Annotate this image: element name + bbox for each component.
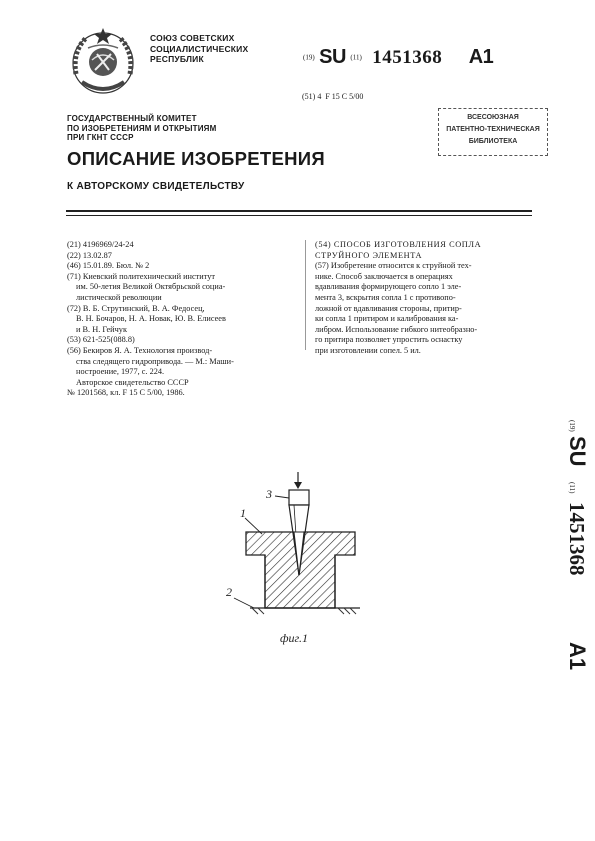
invention-title: (54) СПОСОБ ИЗГОТОВЛЕНИЯ СОПЛА СТРУЙНОГО ЭЛЕМЕНТА: [315, 240, 482, 260]
patent-number-line: [303, 46, 493, 69]
state-emblem-icon: [62, 22, 144, 104]
library-stamp: ВСЕСОЮЗНАЯ ПАТЕНТНО-ТЕХНИЧЕСКАЯ БИБЛИОТЕКА: [438, 108, 548, 156]
country-code: SU: [319, 46, 346, 68]
code-19: (19): [303, 53, 315, 62]
ipc-code: (51) 4: [302, 92, 322, 101]
vertical-patent-number: 1451368: [565, 502, 589, 576]
vertical-code-11: (11): [568, 482, 576, 494]
committee-name: ГОСУДАРСТВЕННЫЙ КОМИТЕТ ПО ИЗОБРЕТЕНИЯМ И ОТКРЫТИЯМ ПРИ ГКНТ СССР: [67, 114, 217, 142]
vertical-kind: A1: [565, 642, 590, 671]
column-divider: [305, 240, 306, 350]
vertical-code-19: (19): [568, 420, 576, 432]
figure-1: [210, 460, 390, 655]
divider-top: [66, 210, 532, 212]
base-hatching: [252, 608, 356, 614]
document-title: ОПИСАНИЕ ИЗОБРЕТЕНИЯ: [67, 148, 325, 169]
divider-bottom: [66, 215, 532, 216]
vertical-country: SU: [565, 436, 590, 467]
label-2: 2: [226, 585, 232, 599]
figure-caption: фиг.1: [280, 631, 309, 645]
force-arrow-head: [294, 482, 302, 489]
label-1: 1: [240, 506, 246, 520]
abstract-text: (57) Изобретение относится к струйной тех- нике. Способ заключается в операциях вдавливания формирующего сопло 1 эле- мента 3, вскрытия сопла 1 с противопо- ложной от вдавливания стороны, притир- ки сопла 1 притиром и калибрования ка- либром. Использование гибкого нитеобразно- го притира позволяет упростить оснастку при изготовлении сопел. 5 ил.: [315, 261, 478, 355]
ipc-value: F 15 C 5/00: [325, 92, 364, 101]
abstract-column: [315, 240, 535, 357]
union-name: СОЮЗ СОВЕТСКИХ СОЦИАЛИСТИЧЕСКИХ РЕСПУБЛИК: [150, 33, 249, 64]
bibliographic-data: (21) 4196969/24-24 (22) 13.02.87 (46) 15.01.89. Бюл. № 2 (71) Киевский политехнический институт им. 50-летия Великой Октябрьской социа- листической революции (72) В. Б. Струтинский, В. А. Федосец, В. Н. Бочаров, Н. А. Новак, Ю. В. Елисеев и В. Н. Гейчук (53) 621-525(088.8) (56) Бекиров Я. А. Технология производ- ства следящего гидропривода. — М.: Маши- ностроение, 1977, с. 224. Авторское свидетельство СССР № 1201568, кл. F 15 C 5/00, 1986.: [67, 240, 234, 398]
element-3-holder: [289, 490, 309, 505]
vertical-patent-id: [540, 410, 590, 680]
leader-3: [275, 496, 289, 498]
patent-number: 1451368: [372, 46, 443, 68]
leader-2: [234, 598, 254, 608]
document-subtitle: К АВТОРСКОМУ СВИДЕТЕЛЬСТВУ: [67, 181, 245, 192]
ipc-classification: [302, 92, 363, 101]
kind-code: A1: [468, 46, 494, 68]
label-3: 3: [266, 487, 272, 501]
code-11: (11): [350, 53, 362, 62]
